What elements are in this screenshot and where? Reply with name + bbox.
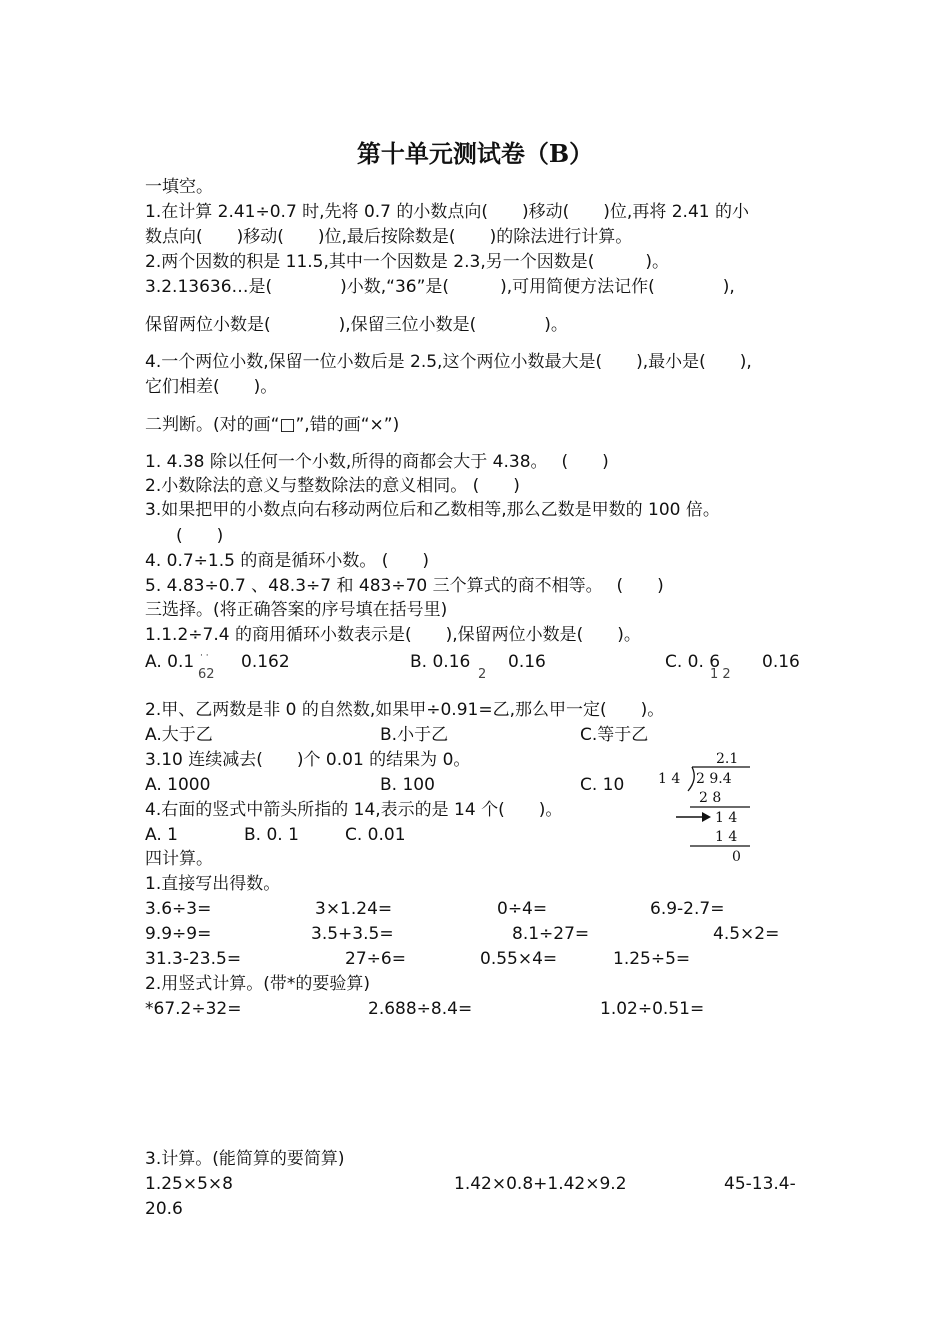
s2-question-4: 4. 0.7÷1.5 的商是循环小数。 ( ) xyxy=(145,551,430,571)
s3-q1-option-b-repeating-digit: 2 xyxy=(478,667,487,682)
s1-question-4-line2: 它们相差( )。 xyxy=(145,377,278,397)
s3-question-1: 1.1.2÷7.4 的商用循环小数表示是( ),保留两位小数是( )。 xyxy=(145,625,641,645)
calc-item: 4.5×2= xyxy=(713,924,780,944)
vertical-calc-item: 2.688÷8.4= xyxy=(368,999,473,1019)
long-division-figure xyxy=(650,745,760,865)
division-step-remainder-14: 1 4 xyxy=(715,810,738,826)
s3-q4-option-c: C. 0.01 xyxy=(345,825,406,845)
s3-q4-option-a: A. 1 xyxy=(145,825,178,845)
s2-question-3: 3.如果把甲的小数点向右移动两位后和乙数相等,那么乙数是甲数的 100 倍。 xyxy=(145,500,720,520)
s3-q3-option-a: A. 1000 xyxy=(145,775,211,795)
s1-question-3-line1: 3.2.13636…是( )小数,“36”是( ),可用简便方法记作( ), xyxy=(145,277,735,297)
s3-q2-option-c: C.等于乙 xyxy=(580,725,649,745)
s3-q1-option-c: C. 0. 6 xyxy=(665,652,721,672)
repeat-dots: · · xyxy=(200,651,209,661)
s1-question-1-line1: 1.在计算 2.41÷0.7 时,先将 0.7 的小数点向( )移动( )位,再将 2.41 的小 xyxy=(145,202,749,222)
s3-q2-option-b: B.小于乙 xyxy=(380,725,449,745)
division-divisor: 1 4 xyxy=(658,771,681,787)
s3-q1-option-b-rounded: 0.16 xyxy=(508,652,546,672)
s2-question-1: 1. 4.38 除以任何一个小数,所得的商都会大于 4.38。 ( ) xyxy=(145,452,609,472)
calc-item: 3×1.24= xyxy=(315,899,393,919)
s3-q1-option-a-repeating-digits: 62 xyxy=(198,667,215,682)
section2-heading: 二判断。(对的画“□”,错的画“×”) xyxy=(145,415,400,435)
section4-heading: 四计算。 xyxy=(145,849,213,869)
s3-question-2: 2.甲、乙两数是非 0 的自然数,如果甲÷0.91=乙,那么甲一定( )。 xyxy=(145,700,665,720)
s3-question-3: 3.10 连续减去( )个 0.01 的结果为 0。 xyxy=(145,750,471,770)
vertical-calc-item: *67.2÷32= xyxy=(145,999,242,1019)
s1-question-2: 2.两个因数的积是 11.5,其中一个因数是 2.3,另一个因数是( )。 xyxy=(145,252,669,272)
s3-q4-option-b: B. 0. 1 xyxy=(244,825,299,845)
arrow-head-icon xyxy=(702,812,711,822)
s4-part-3-heading: 3.计算。(能简算的要简算) xyxy=(145,1149,345,1169)
division-quotient: 2.1 xyxy=(716,751,739,767)
calc-item: 27÷6= xyxy=(345,949,406,969)
calc-item: 9.9÷9= xyxy=(145,924,212,944)
division-step-subtrahend-14: 1 4 xyxy=(715,829,738,845)
s3-q3-option-b: B. 100 xyxy=(380,775,435,795)
section3-heading: 三选择。(将正确答案的序号填在括号里) xyxy=(145,600,448,620)
division-final-remainder: 0 xyxy=(732,849,741,865)
vertical-calc-item: 1.02÷0.51= xyxy=(600,999,705,1019)
simplify-calc-item: 45-13.4- xyxy=(724,1174,796,1194)
calc-item: 6.9-2.7= xyxy=(650,899,725,919)
calc-item: 31.3-23.5= xyxy=(145,949,242,969)
s2-question-3-answer: ( ) xyxy=(176,526,224,546)
division-bracket xyxy=(688,767,694,791)
calc-item: 1.25÷5= xyxy=(613,949,691,969)
s3-q1-option-c-repeating-digits: 1 2 xyxy=(710,667,731,682)
s4-part-1-heading: 1.直接写出得数。 xyxy=(145,874,281,894)
calc-item: 3.5+3.5= xyxy=(311,924,394,944)
s3-question-4: 4.右面的竖式中箭头所指的 14,表示的是 14 个( )。 xyxy=(145,800,563,820)
division-step-subtrahend: 2 8 xyxy=(699,790,722,806)
s1-question-4-line1: 4.一个两位小数,保留一位小数后是 2.5,这个两位小数最大是( ),最小是( ), xyxy=(145,352,752,372)
s3-q1-option-c-rounded: 0.16 xyxy=(762,652,800,672)
simplify-calc-item: 1.25×5×8 xyxy=(145,1174,233,1194)
simplify-calc-item: 1.42×0.8+1.42×9.2 xyxy=(454,1174,627,1194)
section1-heading: 一填空。 xyxy=(145,177,213,197)
s3-q3-option-c: C. 10 xyxy=(580,775,625,795)
s3-q1-option-b: B. 0.16 xyxy=(410,652,471,672)
page-title: 第十单元测试卷（B） xyxy=(356,139,594,168)
s4-part-2-heading: 2.用竖式计算。(带*的要验算) xyxy=(145,974,370,994)
s2-question-2: 2.小数除法的意义与整数除法的意义相同。 ( ) xyxy=(145,476,520,496)
s3-q1-option-a: A. 0.1 xyxy=(145,652,195,672)
s3-q1-option-a-rounded: 0.162 xyxy=(241,652,290,672)
s1-question-1-line2: 数点向( )移动( )位,最后按除数是( )的除法进行计算。 xyxy=(145,227,633,247)
calc-item: 0.55×4= xyxy=(480,949,558,969)
calc-item: 0÷4= xyxy=(497,899,548,919)
s1-question-3-line2: 保留两位小数是( ),保留三位小数是( )。 xyxy=(145,315,568,335)
simplify-calc-item-continued: 20.6 xyxy=(145,1199,183,1219)
calc-item: 3.6÷3= xyxy=(145,899,212,919)
calc-item: 8.1÷27= xyxy=(512,924,590,944)
s2-question-5: 5. 4.83÷0.7 、48.3÷7 和 483÷70 三个算式的商不相等。 ( ) xyxy=(145,576,664,596)
division-dividend: 2 9.4 xyxy=(696,771,732,787)
s3-q2-option-a: A.大于乙 xyxy=(145,725,213,745)
